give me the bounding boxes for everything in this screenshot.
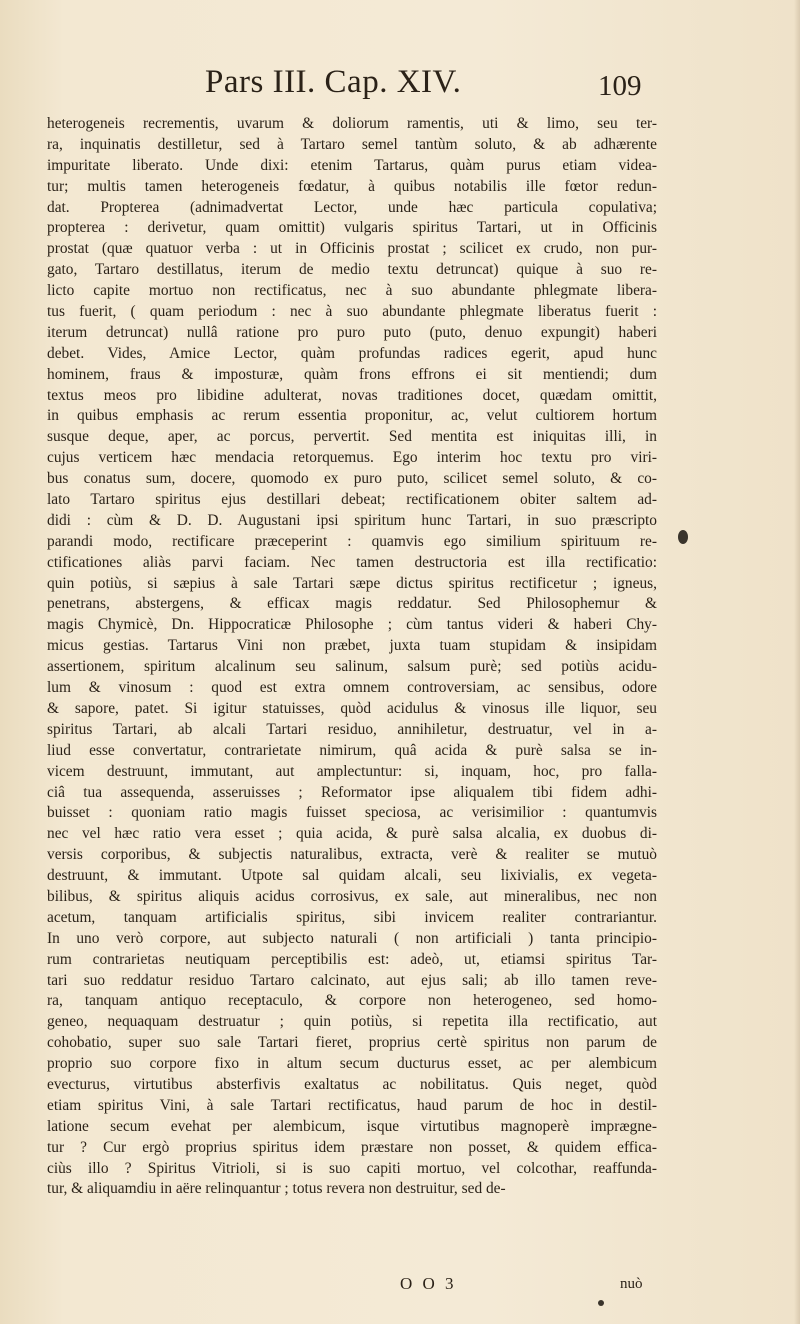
text-line: nec vel hæc ratio vera esset ; quia acida, & purè salsa alcalia, ex duobus di- [47,825,657,843]
catchword: nuò [620,1276,643,1292]
text-line: acetum, tanquam artificialis spiritus, sibi invicem realiter contrariantur. [47,908,657,926]
text-line: ciâ tua assequenda, asseruisses ; Reformator ipse aliqualem tibi fidem adhi- [47,783,657,801]
text-line: iterum detruncat) nullâ ratione pro puro puto (puto, denuo expungit) haberi [47,323,657,341]
text-line: bilibus, & spiritus aliquis acidus corrosivus, ex sale, aut mineralibus, nec non [47,887,657,905]
text-line: impuritate liberato. Unde dixi: etenim Tartarus, quàm purus etiam videa- [47,156,657,174]
text-line: parandi modo, rectificare præceperint : quamvis ego similium spirituum re- [47,532,657,550]
text-line: cujus verticem hæc mendacia retorquemus. Ego interim hoc textu pro viri- [47,449,657,467]
text-line: proprio suo corpore fixo in altum secum ducturus esset, ac per alembicum [47,1055,657,1073]
text-line: cohobatio, super suo sale Tartari fieret, proprius certè spiritus non parum de [47,1034,657,1052]
text-line: spiritus Tartari, ab alcali Tartari residuo, annihiletur, destruatur, vel in a- [47,720,657,738]
text-line: heterogeneis recrementis, uvarum & doliorum ramentis, uti & limo, seu ter- [47,115,657,132]
text-line: susque deque, aper, ac porcus, pervertit. Sed mentita est iniquitas illi, in [47,428,657,446]
text-line: in quibus emphasis ac rerum essentia proponitur, ac, velut cultiorem hortum [47,407,657,425]
text-line: tari suo reddatur residuo Tartaro calcinato, aut ejus sali; ab illo tamen reve- [47,971,657,989]
page-number: 109 [598,70,642,102]
text-line: hominem, fraus & imposturæ, quàm frons effrons ei sit mentiendi; dum [47,365,657,383]
text-line: destruunt, & immutant. Utpote sal quidam alcali, seu lixivialis, ex vegeta- [47,867,657,885]
text-line: latione secum evehat per alembicum, isque virtutibus magnoperè imprægne- [47,1117,657,1135]
text-line: rum contrarietas neutiquam perceptibilis est: adeò, ut, etiamsi spiritus Tar- [47,950,657,968]
text-line: tur, & aliquamdiu in aëre relinquantur ; totus revera non destruitur, sed de- [47,1180,506,1198]
text-line: buisset : quoniam ratio magis fuisset speciosa, ac verisimilior : quantumvis [47,804,657,822]
text-line: textus meos pro libidine adulterat, novas traditiones docet, quædam omittit, [47,386,657,404]
text-line: tur ? Cur ergò proprius spiritus idem præstare non posset, & quidem effica- [47,1138,657,1156]
text-line: ctificationes aliàs parvi faciam. Nec tamen destructoria est illa rectificatio: [47,553,657,571]
running-title: Pars III. Cap. XIV. [205,64,462,100]
text-line: versis corporibus, & subjectis naturalibus, extracta, verè & realiter se mutuò [47,846,657,864]
page-footer [0,1274,800,1298]
text-line: etiam spiritus Vini, à sale Tartari rectificatus, haud parum de hoc in destil- [47,1096,657,1114]
text-line: In uno verò corpore, aut subjecto naturali ( non artificiali ) tanta principio- [47,929,657,947]
text-line: bus conatus sum, docere, quomodo ex puro puto, scilicet semel soluto, & co- [47,470,657,488]
text-line: debet. Vides, Amice Lector, quàm profundas radices egerit, apud hunc [47,344,657,362]
text-line: propterea : derivetur, quam omittit) vulgaris spiritus Tartari, ut in Officinis [47,219,657,237]
text-line: prostat (quæ quatuor verba : ut in Officinis prostat ; scilicet ex crudo, non pur- [47,240,657,258]
text-line: dat. Propterea (adnimadvertat Lector, unde hæc particula copulativa; [47,198,657,216]
text-line: assertionem, spiritum alcalinum seu salinum, salsum purè; sed potiùs acidu- [47,658,657,676]
ink-dot [598,1300,604,1306]
text-line: quin potiùs, si sæpius à sale Tartari sæpe dictus spiritus rectificetur ; igneus, [47,574,657,592]
text-line: geneo, nequaquam destruatur ; quin potiùs, si repetita illa rectificatio, aut [47,1013,657,1031]
text-line: tur; multis tamen heterogeneis fœdatur, à quibus notabilis ille fœtor redun- [47,177,657,195]
text-line: & sapore, patet. Si igitur statuisses, quòd acidulus & vinosus ille liquor, seu [47,699,657,717]
text-line: licto capite mortuo non rectificatus, nec à suo abundante phlegmate libera- [47,282,657,300]
page-edge-shadow [794,0,800,1324]
body-text [47,114,657,1200]
text-line: magis Chymicè, Dn. Hippocraticæ Philosophe ; cùm tantus videri & haberi Chy- [47,616,657,634]
page-header [0,64,800,110]
ink-blot [678,530,688,544]
text-line: lato Tartaro spiritus ejus destillari debeat; rectificationem obiter saltem ad- [47,491,657,509]
signature-mark: O O 3 [400,1274,457,1293]
text-line: liud esse convertatur, contrarietate nimirum, quâ acida & purè salsa se in- [47,741,657,759]
text-line: lum & vinosum : quod est extra omnem controversiam, ac sensibus, odore [47,679,657,697]
text-line: penetrans, abstergens, & efficax magis reddatur. Sed Philosophemur & [47,595,657,613]
text-line: micus gestias. Tartarus Vini non præbet, juxta tuam stupidam & insipidam [47,637,657,655]
text-line: evecturus, virtutibus absterfivis exaltatus ac nobilitatus. Quis neget, quòd [47,1075,657,1093]
text-line: didi : cùm & D. D. Augustani ipsi spiritum hunc Tartari, in suo præscripto [47,511,657,529]
text-line: tus fuerit, ( quam periodum : nec à suo abundante phlegmate liberatus fuerit : [47,303,657,321]
text-line: gato, Tartaro destillatus, iterum de medio textu detruncat) quique à suo re- [47,261,657,279]
text-line: vicem destruunt, immutant, aut amplectuntur: si, inquam, hoc, pro falla- [47,762,657,780]
text-line: ciùs illo ? Spiritus Vitrioli, si is suo capiti mortuo, vel colcothar, reaffunda- [47,1159,657,1177]
text-line: ra, inquinatis destilletur, sed à Tartaro semel tantùm soluto, & ab adhærente [47,135,657,153]
text-line: ra, tanquam antiquo receptaculo, & corpore non heterogeneo, sed homo- [47,992,657,1010]
